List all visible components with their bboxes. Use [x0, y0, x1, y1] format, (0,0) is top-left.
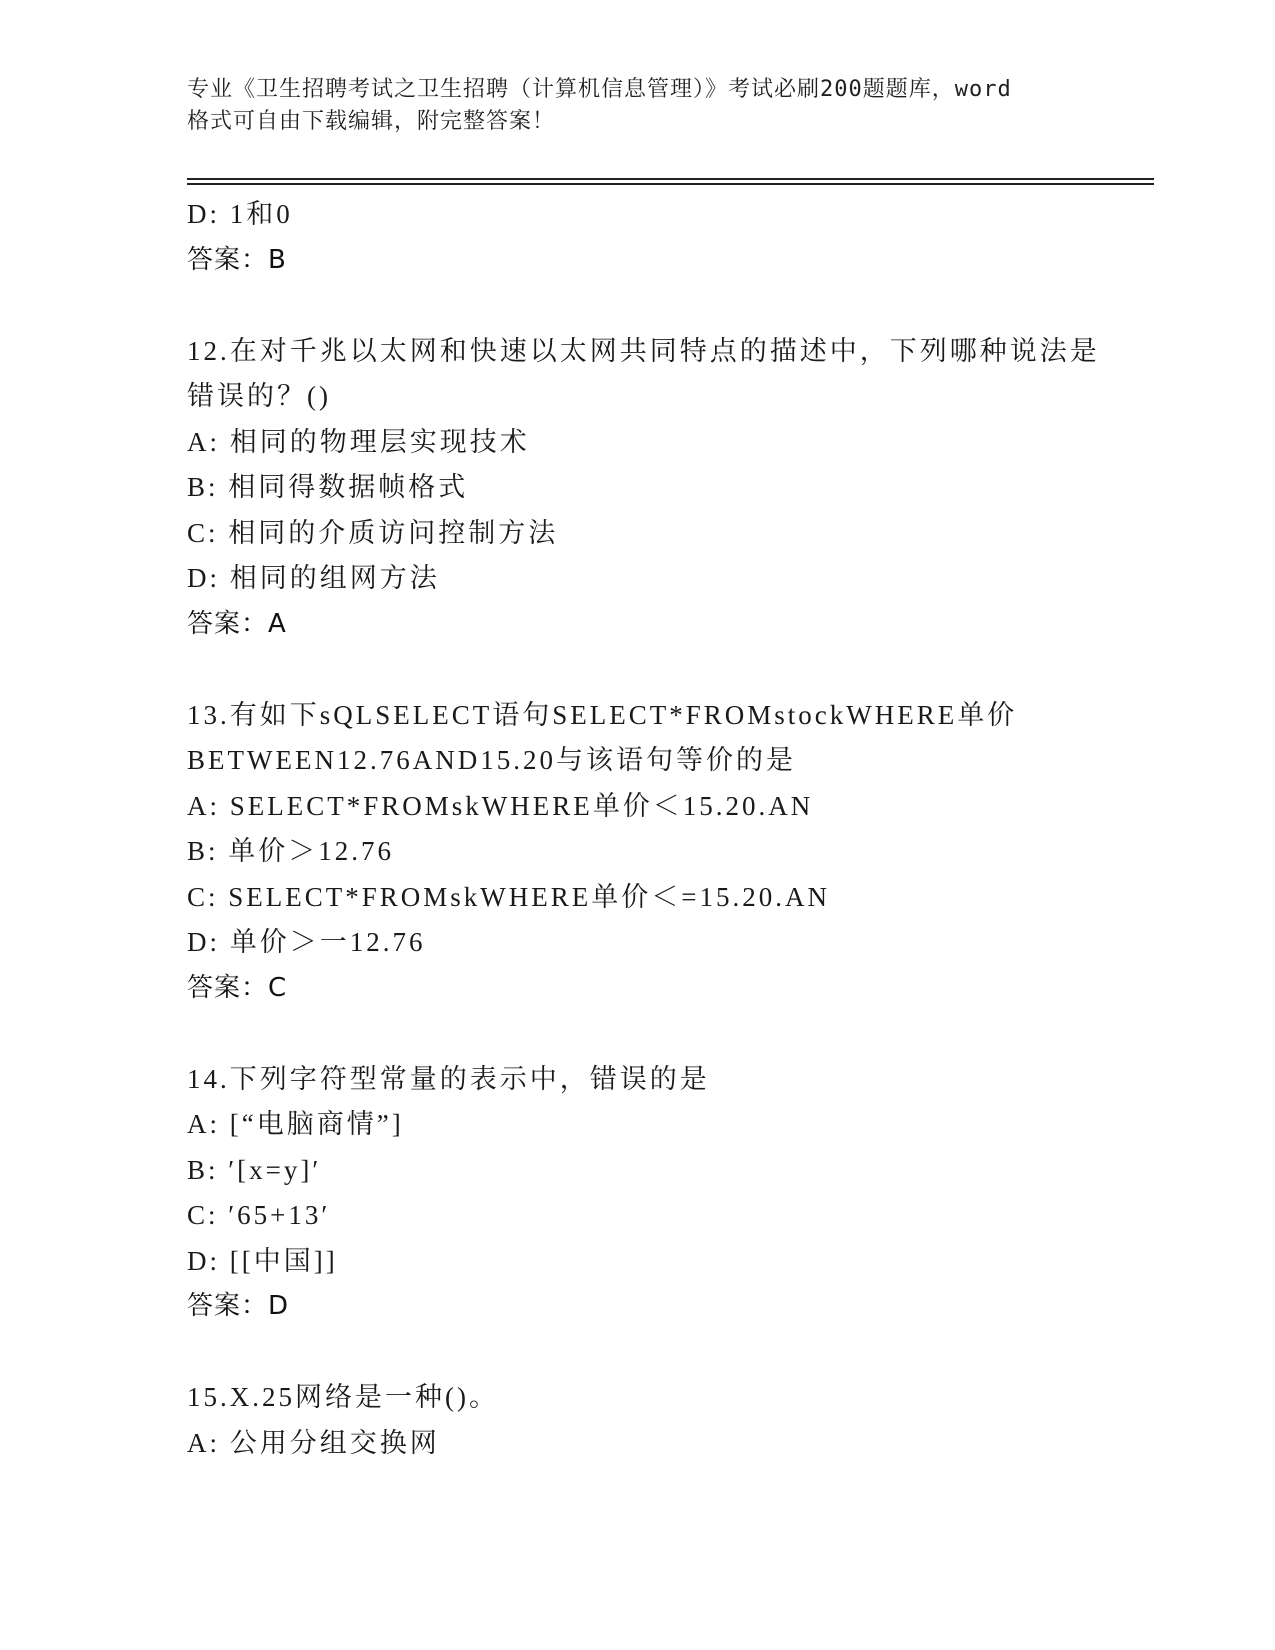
spacer: [187, 1330, 1127, 1376]
q11-option-d: D: 1和0: [187, 199, 293, 229]
q13-option-c: C: SELECT*FROMskWHERE单价＜=15.20.AN: [187, 881, 830, 912]
q12-option-d: D: 相同的组网方法: [187, 563, 440, 593]
q11-answer: 答案：B: [187, 244, 287, 275]
q12-option-c: C: 相同的介质访问控制方法: [187, 517, 559, 548]
q13-answer: 答案：C: [187, 972, 288, 1003]
header-line-1: 专业《卫生招聘考试之卫生招聘（计算机信息管理）》考试必刷200题题库，word: [187, 77, 1012, 102]
q13-option-b: B: 单价＞12.76: [187, 836, 395, 866]
q14-answer: 答案：D: [187, 1291, 290, 1321]
q14-question-line-1: 14.下列字符型常量的表示中，错误的是: [187, 1063, 710, 1094]
q14-option-c: C: ′65+13′: [187, 1200, 331, 1230]
spacer: [187, 1011, 1127, 1057]
document-header: [187, 74, 1087, 138]
q13-question-line-2: BETWEEN12.76AND15.20与该语句等价的是: [187, 745, 796, 775]
spacer: [187, 647, 1127, 693]
q12-option-a: A: 相同的物理层实现技术: [187, 426, 530, 457]
q15-option-a: A: 公用分组交换网: [187, 1427, 440, 1458]
q12-answer: 答案：A: [187, 608, 287, 639]
spacer: [187, 283, 1127, 329]
header-line-2: 格式可自由下载编辑，附完整答案！: [187, 109, 556, 134]
q13-option-a: A: SELECT*FROMskWHERE单价＜15.20.AN: [187, 790, 814, 821]
q13-question-line-1: 13.有如下sQLSELECT语句SELECT*FROMstockWHERE单价: [187, 699, 1018, 730]
q12-question-line-1: 12.在对千兆以太网和快速以太网共同特点的描述中，下列哪种说法是: [187, 335, 1100, 366]
q13-option-d: D: 单价＞一12.76: [187, 927, 426, 957]
q14-option-d: D: [[中国]]: [187, 1245, 338, 1276]
q14-option-b: B: ′[x=y]′: [187, 1154, 322, 1185]
q12-option-b: B: 相同得数据帧格式: [187, 472, 469, 502]
question-list: [187, 192, 1127, 1466]
q12-question-line-2: 错误的？(): [187, 381, 331, 411]
header-divider-top: [187, 178, 1154, 180]
q14-option-a: A: [“电脑商情”]: [187, 1109, 404, 1139]
header-divider-bottom: [187, 183, 1154, 185]
q15-question-line-1: 15.X.25网络是一种()。: [187, 1382, 499, 1412]
